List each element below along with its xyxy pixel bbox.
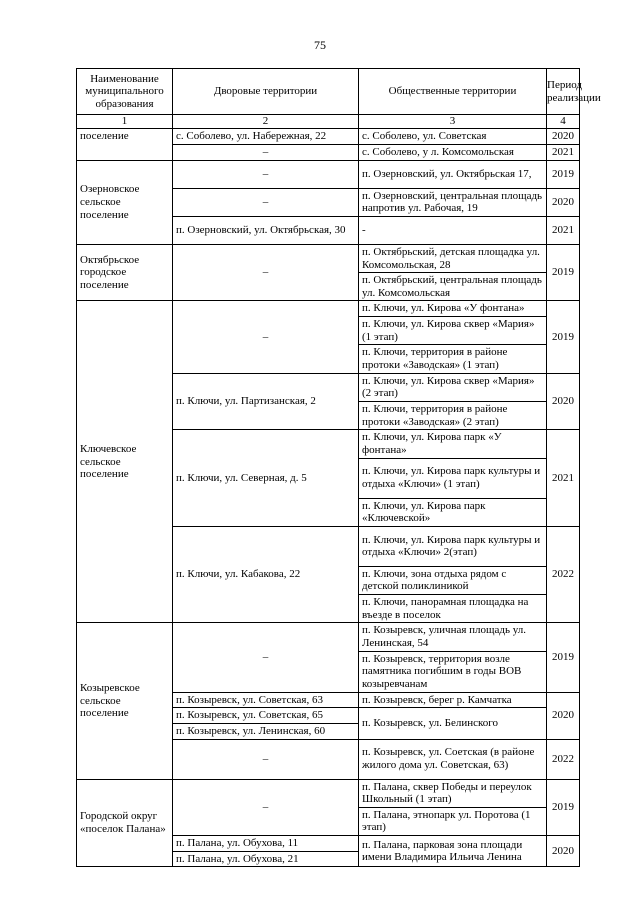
header-period: Период реализации: [547, 69, 580, 115]
yard-territory: п. Козыревск, ул. Ленинская, 60: [173, 723, 359, 739]
period-year: 2022: [547, 739, 580, 779]
public-territory: -: [359, 216, 547, 244]
header-municipality: Наименование муниципального образования: [77, 69, 173, 115]
public-territory: п. Озерновский, центральная площадь напротив ул. Рабочая, 19: [359, 188, 547, 216]
yard-territory: п. Ключи, ул. Северная, д. 5: [173, 430, 359, 527]
period-year: 2020: [547, 836, 580, 867]
public-territory: п. Ключи, панорамная площадка на въезде в поселок: [359, 595, 547, 623]
public-territory: п. Палана, парковая зона площади имени Владимира Ильича Ленина: [359, 836, 547, 867]
municipality-name: Козыревское сельское поселение: [77, 623, 173, 779]
public-territory: п. Ключи, территория в районе протоки «Заводская» (1 этап): [359, 345, 547, 373]
table-row: [77, 623, 580, 651]
public-territory: п. Ключи, зона отдыха рядом с детской поликлиникой: [359, 566, 547, 594]
public-territory: с. Соболево, у л. Комсомольская: [359, 144, 547, 160]
col-number-4: 4: [547, 115, 580, 129]
table-row: [77, 244, 580, 272]
municipality-name: поселение: [77, 128, 173, 160]
territories-table: [76, 68, 601, 867]
col-number-2: 2: [173, 115, 359, 129]
period-year: 2019: [547, 623, 580, 692]
municipality-name: Городской округ «поселок Палана»: [77, 779, 173, 867]
header-row: [77, 69, 580, 115]
yard-territory-dash: –: [173, 188, 359, 216]
public-territory: п. Ключи, ул. Кирова парк культуры и отдыха «Ключи» (1 этап): [359, 458, 547, 498]
period-year: 2021: [547, 144, 580, 160]
public-territory: п. Ключи, ул. Кирова сквер «Мария» (2 этап): [359, 373, 547, 401]
public-territory: п. Козыревск, ул. Белинского: [359, 708, 547, 739]
yard-territory: п. Палана, ул. Обухова, 11: [173, 836, 359, 852]
yard-territory: п. Палана, ул. Обухова, 21: [173, 851, 359, 867]
public-territory: п. Козыревск, территория возле памятника погибшим в годы ВОВ козыревчанам: [359, 651, 547, 692]
yard-territory-dash: –: [173, 144, 359, 160]
public-territory: п. Козыревск, берег р. Камчатка: [359, 692, 547, 708]
public-territory: п. Козыревск, уличная площадь ул. Ленинская, 54: [359, 623, 547, 651]
public-territory: п. Палана, сквер Победы и переулок Школьный (1 этап): [359, 779, 547, 807]
period-year: 2020: [547, 692, 580, 739]
yard-territory: п. Ключи, ул. Партизанская, 2: [173, 373, 359, 430]
public-territory: п. Ключи, ул. Кирова парк «У фонтана»: [359, 430, 547, 458]
header-yard-territories: Дворовые территории: [173, 69, 359, 115]
period-year: 2022: [547, 526, 580, 623]
page-number: 75: [314, 38, 326, 52]
public-territory: п. Козыревск, ул. Соетская (в районе жилого дома ул. Советская, 63): [359, 739, 547, 779]
table-row: [77, 779, 580, 807]
yard-territory: п. Козыревск, ул. Советская, 63: [173, 692, 359, 708]
yard-territory: п. Ключи, ул. Кабакова, 22: [173, 526, 359, 623]
public-territory: п. Октябрьский, центральная площадь ул. Комсомольская: [359, 273, 547, 301]
period-year: 2019: [547, 779, 580, 836]
period-year: 2020: [547, 188, 580, 216]
yard-territory-dash: –: [173, 623, 359, 692]
municipality-name: Озерновское сельское поселение: [77, 160, 173, 244]
column-number-row: [77, 115, 580, 129]
period-year: 2020: [547, 128, 580, 144]
municipality-name: Ключевское сельское поселение: [77, 301, 173, 623]
header-public-territories: Общественные территории: [359, 69, 547, 115]
public-territory: п. Озерновский, ул. Октябрьская 17,: [359, 160, 547, 188]
public-territory: с. Соболево, ул. Советская: [359, 128, 547, 144]
yard-territory: п. Козыревск, ул. Советская, 65: [173, 708, 359, 724]
table-row: [77, 128, 580, 144]
yard-territory-dash: –: [173, 779, 359, 836]
public-territory: п. Палана, этнопарк ул. Поротова (1 этап): [359, 807, 547, 835]
table-row: [77, 301, 580, 317]
public-territory: п. Ключи, ул. Кирова «У фонтана»: [359, 301, 547, 317]
public-territory: п. Ключи, ул. Кирова сквер «Мария» (1 этап): [359, 317, 547, 345]
yard-territory-dash: –: [173, 739, 359, 779]
col-number-1: 1: [77, 115, 173, 129]
municipality-name: Октябрьское городское поселение: [77, 244, 173, 301]
yard-territory-dash: –: [173, 301, 359, 373]
period-year: 2020: [547, 373, 580, 430]
col-number-3: 3: [359, 115, 547, 129]
period-year: 2019: [547, 301, 580, 373]
period-year: 2019: [547, 160, 580, 188]
period-year: 2021: [547, 430, 580, 527]
table-row: [77, 160, 580, 188]
yard-territory: с. Соболево, ул. Набережная, 22: [173, 128, 359, 144]
period-year: 2021: [547, 216, 580, 244]
public-territory: п. Ключи, ул. Кирова парк культуры и отдыха «Ключи» 2(этап): [359, 526, 547, 566]
yard-territory: п. Озерновский, ул. Октябрьская, 30: [173, 216, 359, 244]
yard-territory-dash: –: [173, 244, 359, 301]
public-territory: п. Октябрьский, детская площадка ул. Комсомольская, 28: [359, 244, 547, 272]
public-territory: п. Ключи, ул. Кирова парк «Ключевской»: [359, 498, 547, 526]
public-territory: п. Ключи, территория в районе протоки «Заводская» (2 этап): [359, 401, 547, 429]
period-year: 2019: [547, 244, 580, 301]
yard-territory-dash: –: [173, 160, 359, 188]
